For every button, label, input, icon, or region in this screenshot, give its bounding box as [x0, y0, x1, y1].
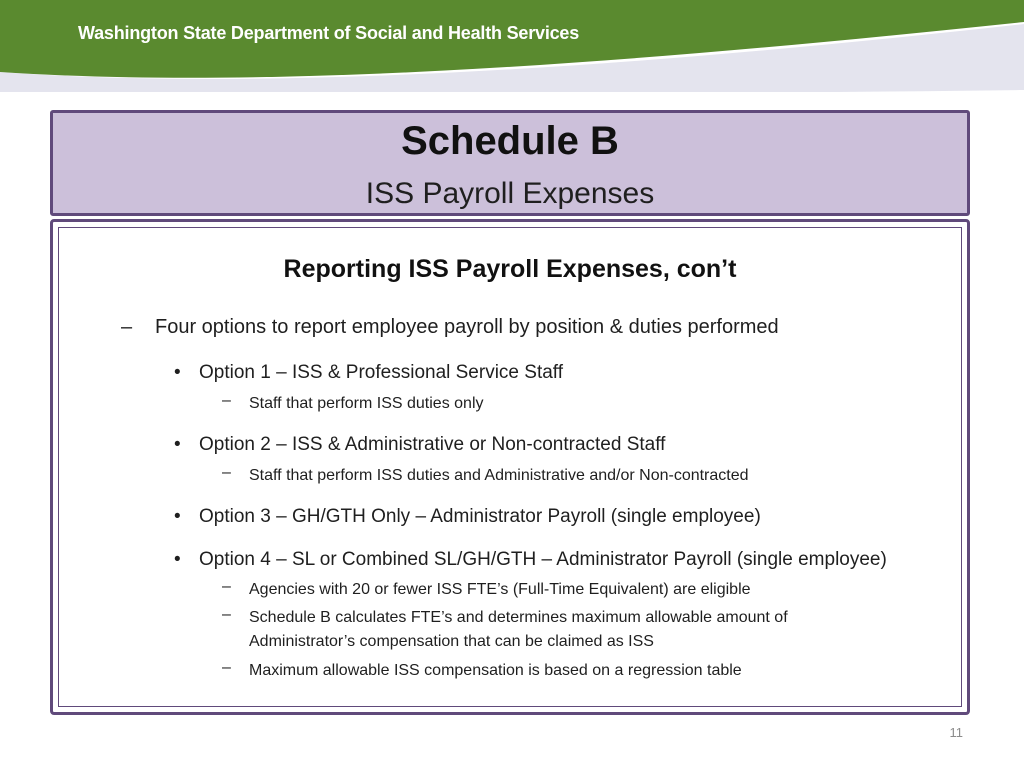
page-number: 11: [949, 725, 963, 740]
option-2-text: Option 2 – ISS & Administrative or Non-contracted Staff: [199, 434, 666, 455]
option-2-detail-text: Staff that perform ISS duties and Administrative and/or Non-contracted: [249, 467, 749, 484]
option-3-text: Option 3 – GH/GTH Only – Administrator Payroll (single employee): [199, 506, 761, 527]
header-banner: [0, 0, 1024, 92]
content-panel: [58, 227, 962, 707]
intro-text: Four options to report employee payroll by position & duties performed: [155, 316, 779, 338]
dash-marker: –: [222, 392, 231, 409]
option-4-detail-1-text: Agencies with 20 or fewer ISS FTE’s (Full-Time Equivalent) are eligible: [249, 581, 751, 598]
option-4-text: Option 4 – SL or Combined SL/GH/GTH – Administrator Payroll (single employee): [199, 549, 887, 570]
dash-marker: –: [222, 659, 231, 676]
dash-marker: –: [222, 578, 231, 595]
bullet-marker: •: [174, 506, 181, 527]
header-swoosh: [0, 0, 1024, 92]
org-name: Washington State Department of Social and Health Services: [78, 23, 580, 43]
bullet-marker: •: [174, 362, 181, 383]
bullet-marker: •: [174, 434, 181, 455]
dash-marker: –: [222, 606, 231, 623]
bullet-marker: •: [174, 549, 181, 570]
content-heading: Reporting ISS Payroll Expenses, con’t: [283, 255, 737, 283]
dash-marker: –: [121, 316, 133, 338]
content-frame: [50, 219, 970, 715]
slide-subtitle: ISS Payroll Expenses: [365, 177, 655, 210]
dash-marker: –: [222, 464, 231, 481]
slide-title: Schedule B: [401, 119, 619, 163]
option-4-detail-3-text: Maximum allowable ISS compensation is based on a regression table: [249, 662, 742, 679]
option-1-text: Option 1 – ISS & Professional Service Staff: [199, 362, 564, 383]
title-box: [50, 110, 970, 216]
option-4-detail-2-text: Schedule B calculates FTE’s and determines maximum allowable amount of Administrator’s compensation that can be claimed as ISS: [249, 609, 788, 650]
option-1-detail-text: Staff that perform ISS duties only: [249, 395, 484, 412]
